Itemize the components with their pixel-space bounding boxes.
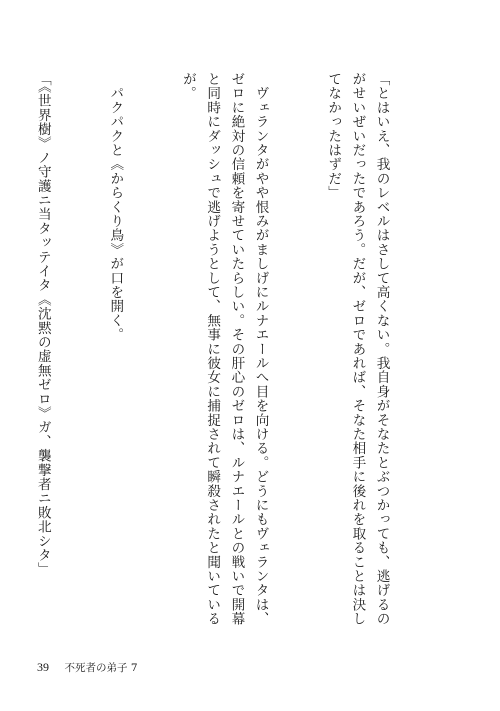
book-title: 不死者の弟子 7 — [64, 662, 138, 674]
paragraph: ヴェランタがやや恨みがましげにルナエールへ目を向ける。どうにもヴェランタは、ゼロに絶対の信頼を寄せていたらしい。その肝心のゼロは、ルナエールとの戦いで開幕と同時にダッシュで逃げようとして、無事に彼女に捕捉されて瞬殺されたと聞いているが。 — [179, 72, 269, 626]
page-number: 39 — [37, 660, 49, 674]
paragraph: 「とはいえ、我のレベルはさして高くない。我自身がそなたとぶつかっても、逃げるのがせいぜいだったであろう。だが、ゼロであれば、そなた相手に後れを取ることは決してなかったはずだ」 — [325, 72, 390, 626]
vertical-body-text — [0, 72, 442, 638]
paragraph: パクパクと《からくり鳥》が口を開く。 — [107, 72, 124, 342]
page-footer — [37, 660, 138, 675]
paragraph: 「《世界樹》ノ守護ニ当タッテイタ《沈黙の虚無ゼロ》ガ、襲撃者ニ敗北シタ」 — [34, 72, 51, 577]
